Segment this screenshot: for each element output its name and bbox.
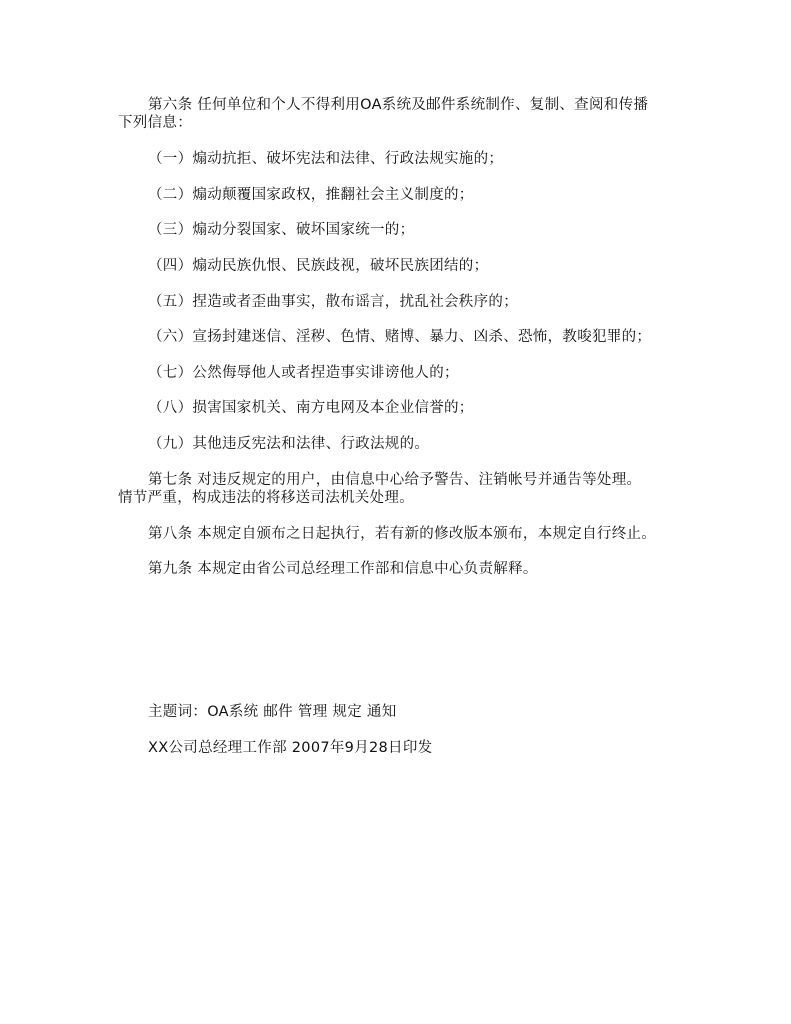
- article-8: 第八条 本规定自颁布之日起执行，若有新的修改版本颁布，本规定自行终止。: [148, 526, 657, 542]
- article-6-line-2: 下列信息：: [118, 115, 192, 131]
- article-7-line-1: 第七条 对违反规定的用户，由信息中心给予警告、注销帐号并通告等处理。: [148, 472, 642, 488]
- article-6-item-1: （一）煽动抗拒、破坏宪法和法律、行政法规实施的；: [148, 151, 504, 167]
- keywords-line: 主题词：OA系统 邮件 管理 规定 通知: [148, 704, 397, 720]
- article-6-item-7: （七）公然侮辱他人或者捏造事实诽谤他人的；: [148, 365, 459, 381]
- article-6-item-6: （六）宣扬封建迷信、淫秽、色情、赌博、暴力、凶杀、恐怖，教唆犯罪的；: [148, 329, 652, 345]
- article-7-line-2: 情节严重，构成违法的将移送司法机关处理。: [118, 490, 414, 506]
- article-6-item-4: （四）煽动民族仇恨、民族歧视，破坏民族团结的；: [148, 258, 489, 274]
- article-6-item-8: （八）损害国家机关、南方电网及本企业信誉的；: [148, 400, 474, 416]
- article-6-item-3: （三）煽动分裂国家、破坏国家统一的；: [148, 222, 415, 238]
- article-6-line-1: 第六条 任何单位和个人不得利用OA系统及邮件系统制作、复制、查阅和传播: [148, 97, 649, 113]
- article-6-item-5: （五）捏造或者歪曲事实，散布谣言，扰乱社会秩序的；: [148, 294, 518, 310]
- issuer-line: XX公司总经理工作部 2007年9月28日印发: [148, 740, 433, 756]
- article-6-item-9: （九）其他违反宪法和法律、行政法规的。: [148, 436, 430, 452]
- article-9: 第九条 本规定由省公司总经理工作部和信息中心负责解释。: [148, 561, 538, 577]
- article-6-item-2: （二）煽动颠覆国家政权，推翻社会主义制度的；: [148, 187, 474, 203]
